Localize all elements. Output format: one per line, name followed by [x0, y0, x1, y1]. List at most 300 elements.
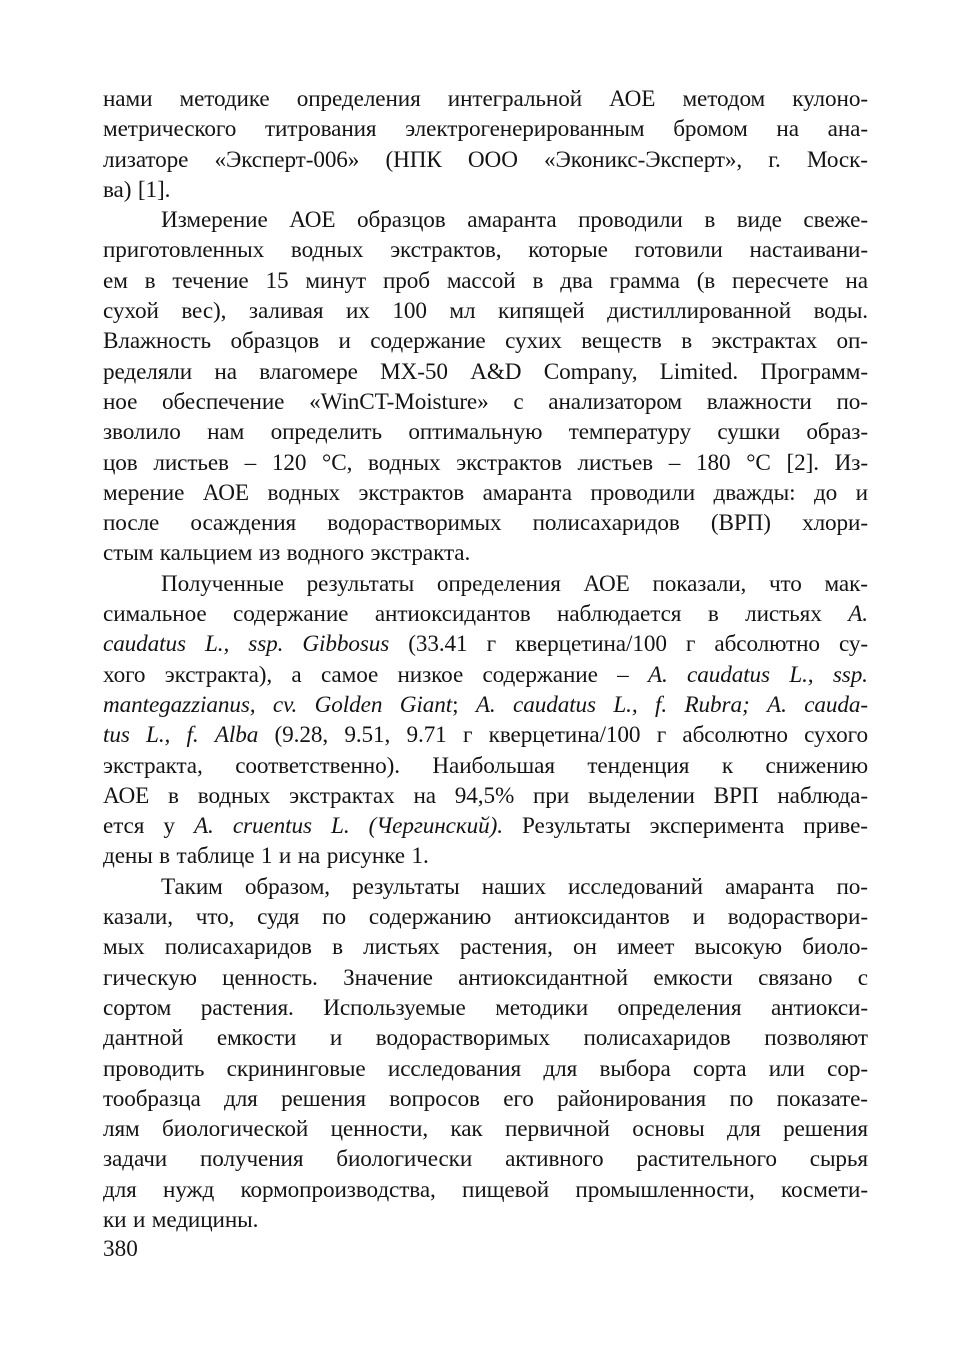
text-line — [103, 1175, 868, 1205]
text-line — [103, 599, 868, 629]
word: проб — [382, 267, 430, 294]
word: АОЕ — [583, 570, 630, 597]
word: для — [543, 1055, 578, 1082]
word: содержание — [482, 661, 598, 688]
word: су- — [838, 631, 868, 658]
word: стым — [103, 540, 154, 567]
word: казали, — [103, 904, 173, 931]
word: водных — [290, 237, 364, 264]
word: приготовленных — [103, 237, 265, 264]
word: сырья — [809, 1146, 868, 1173]
word: биоло- — [802, 934, 868, 961]
word: Company, — [543, 358, 638, 385]
word: мерение — [103, 479, 185, 506]
word: АОЕ — [202, 479, 249, 506]
word: 1 — [260, 843, 273, 870]
word: образцов — [230, 328, 320, 355]
word: 15 — [265, 267, 289, 294]
word: скрининговые — [226, 1055, 366, 1082]
word: экстрактах — [711, 328, 817, 355]
text-line — [103, 1023, 868, 1053]
word: выбора — [599, 1055, 671, 1082]
word: выделении — [588, 782, 695, 809]
word: таблице — [176, 843, 255, 870]
word: АОЕ — [289, 207, 336, 234]
text-line — [103, 205, 868, 235]
text-line — [103, 751, 868, 781]
text-line — [103, 1054, 868, 1084]
word: сорта — [693, 1055, 747, 1082]
word: емкости — [653, 964, 733, 991]
word: по- — [836, 388, 868, 415]
word: Из- — [834, 449, 868, 476]
word: решения — [281, 1085, 366, 1112]
word: дены — [103, 843, 153, 870]
word: цов — [103, 449, 138, 476]
word: массой — [446, 267, 516, 294]
word: 180 — [695, 449, 731, 476]
word: показали, — [652, 570, 747, 597]
word: caudatus — [687, 661, 770, 688]
word: методике — [179, 86, 270, 112]
word: сухих — [505, 328, 562, 355]
word: ное — [103, 388, 138, 415]
word: ssp. — [832, 661, 868, 688]
text-line — [103, 266, 868, 296]
word: космети- — [780, 1176, 868, 1203]
word: в — [332, 934, 343, 961]
word: или — [768, 1055, 805, 1082]
word: готовили — [634, 237, 723, 264]
word: сухой — [103, 298, 159, 325]
word: оптимальную — [408, 419, 543, 446]
word: г — [685, 631, 696, 658]
word: – — [668, 449, 681, 476]
word: основы — [632, 1116, 705, 1143]
word: «WinCT-Moisture» — [309, 388, 489, 415]
word: определения — [436, 570, 561, 597]
word: показате- — [776, 1085, 868, 1112]
word: симальное — [103, 601, 207, 628]
word: в — [168, 782, 179, 809]
word: виде — [736, 207, 782, 234]
word: сортом — [103, 994, 172, 1021]
word: амаранта — [725, 873, 815, 900]
word: Моск- — [806, 146, 868, 173]
word: водорастворимых — [375, 1025, 550, 1052]
text-line — [103, 145, 868, 175]
word: первичной — [504, 1116, 610, 1143]
word: для — [103, 1176, 137, 1203]
word: кальцием — [159, 540, 253, 567]
word: методом — [682, 86, 766, 112]
text-line — [103, 296, 868, 326]
word: cv. — [272, 691, 298, 718]
text-line — [103, 538, 868, 568]
word: экстрактов, — [390, 237, 502, 264]
word: содержанию — [368, 904, 492, 931]
word: экстракта, — [103, 752, 203, 779]
word: соответственно). — [235, 752, 400, 779]
word: в — [681, 328, 693, 355]
word: дантной — [103, 1025, 184, 1052]
word: A&D — [470, 358, 522, 385]
word: биологически — [336, 1146, 473, 1173]
word: хого — [103, 661, 146, 688]
text-line — [103, 811, 868, 841]
word: A. — [848, 601, 868, 628]
word: позволяют — [764, 1025, 868, 1052]
word: L., — [613, 691, 638, 718]
word: наших — [481, 873, 546, 900]
word: что — [768, 570, 802, 597]
word: г. — [768, 146, 781, 173]
word: на — [413, 782, 436, 809]
word: A. — [767, 691, 787, 718]
word: сушки — [717, 419, 781, 446]
word: заливая — [248, 298, 324, 325]
word: на — [297, 843, 321, 870]
word: и — [278, 843, 292, 870]
word: решения — [783, 1116, 868, 1143]
word: растения, — [459, 934, 553, 961]
word: антиоксидантов — [374, 601, 531, 628]
text-line — [103, 448, 868, 478]
word: ООО — [467, 146, 518, 173]
word: дважды: — [713, 479, 796, 506]
word: он — [572, 934, 597, 961]
word: и — [329, 1025, 343, 1052]
word: по — [322, 904, 346, 931]
word: сор- — [827, 1055, 868, 1082]
word: кверцетина/100 — [515, 631, 667, 658]
word: и — [338, 328, 351, 355]
word: кулоно- — [792, 86, 868, 112]
word: [2]. — [786, 449, 819, 476]
word: (33.41 — [408, 631, 468, 658]
word: экстрактах — [289, 782, 395, 809]
word: и — [855, 479, 868, 506]
paragraph — [103, 569, 868, 872]
word: ВРП — [713, 782, 759, 809]
word: нами — [103, 86, 153, 112]
word: наблюдается — [557, 601, 682, 628]
word: °С, — [322, 449, 353, 476]
word: растительного — [636, 1146, 777, 1173]
text-line — [103, 781, 868, 811]
word: метрического — [103, 116, 237, 143]
word: к — [721, 752, 733, 779]
word: MX-50 — [380, 358, 448, 385]
word: проводили — [590, 479, 696, 506]
word: г — [462, 722, 473, 749]
word: (в — [696, 267, 716, 294]
word: caudatus — [103, 631, 186, 658]
word: листьев — [153, 449, 229, 476]
word: у — [163, 813, 175, 840]
word: имеет — [616, 934, 675, 961]
word: медицины. — [151, 1206, 259, 1233]
word: зволило — [103, 419, 181, 446]
text-line — [103, 84, 868, 114]
word: воды. — [813, 298, 868, 325]
word: нам — [207, 419, 245, 446]
word: что, — [195, 904, 235, 931]
text-line — [103, 963, 868, 993]
word: образ- — [806, 419, 868, 446]
word: для — [224, 1085, 258, 1112]
word: дистиллированной — [607, 298, 792, 325]
word: тообразца — [103, 1085, 201, 1112]
word: веществ — [581, 328, 662, 355]
word: водных — [267, 479, 340, 506]
word: листьев — [577, 449, 654, 476]
word: г — [486, 631, 497, 658]
word: мл — [449, 298, 476, 325]
text-line — [103, 114, 868, 144]
word: исследования — [387, 1055, 522, 1082]
word: Результаты — [522, 813, 631, 840]
word: (НПК — [385, 146, 442, 173]
word: содержание — [233, 601, 349, 628]
word: в — [704, 207, 716, 234]
word: (9.28, — [274, 722, 329, 749]
word: по- — [836, 873, 868, 900]
word: биологической — [162, 1116, 309, 1143]
text-line — [103, 902, 868, 932]
word: электрогенерированным — [405, 116, 645, 143]
word: пищевой — [462, 1176, 550, 1203]
word: лям — [103, 1116, 140, 1143]
text-line — [103, 660, 868, 690]
word: наблюда- — [777, 782, 868, 809]
word: сухого — [804, 722, 868, 749]
paragraph — [103, 205, 868, 569]
word: 9.71 — [406, 722, 447, 749]
word: полисахаридов — [532, 510, 680, 537]
word: обеспечение — [162, 388, 285, 415]
word: ценности, — [330, 1116, 429, 1143]
word: антиоксидантов — [514, 904, 670, 931]
word: судя — [257, 904, 300, 931]
word: Наибольшая — [432, 752, 555, 779]
word: 94,5% — [454, 782, 515, 809]
word: f. — [655, 691, 668, 718]
word: кипящей — [497, 298, 585, 325]
word: оп- — [836, 328, 868, 355]
word: 1. — [411, 843, 429, 870]
word: содержание — [370, 328, 486, 355]
word: в — [144, 267, 156, 294]
word: мак- — [824, 570, 868, 597]
word: Программ- — [760, 358, 868, 385]
word: (ВРП) — [710, 510, 771, 537]
word: для — [727, 1116, 761, 1143]
text-line — [103, 417, 868, 447]
text-line — [103, 690, 868, 720]
word: течение — [172, 267, 249, 294]
text-line — [103, 932, 868, 962]
word: Значение — [343, 964, 433, 991]
word: амаранта — [482, 479, 572, 506]
word: антиокси- — [770, 994, 868, 1021]
word: A. — [193, 813, 214, 840]
word: Gibbosus — [302, 631, 390, 658]
word: г — [656, 722, 667, 749]
text-line — [103, 1084, 868, 1114]
word: абсолютно — [714, 631, 820, 658]
paragraph — [103, 84, 868, 205]
text-content — [103, 84, 868, 1235]
word: влагомере — [259, 358, 358, 385]
word: экстракта. — [370, 540, 471, 567]
word: исследований — [567, 873, 703, 900]
word: ана- — [827, 116, 868, 143]
word: методики — [495, 994, 589, 1021]
word: «Эксперт-006» — [214, 146, 360, 173]
word: вес), — [181, 298, 227, 325]
word: Таким — [161, 873, 223, 900]
word: ки — [103, 1206, 127, 1233]
word: Rubra; — [684, 691, 750, 718]
word: результаты — [352, 873, 460, 900]
document-body — [103, 84, 868, 1235]
text-line — [103, 1114, 868, 1144]
word: водных — [368, 449, 441, 476]
word: кормопроизводства, — [240, 1176, 436, 1203]
word: «Эконикс-Эксперт», — [544, 146, 743, 173]
word: L., — [146, 722, 171, 749]
text-line — [103, 326, 868, 356]
word: A. — [647, 661, 668, 688]
word: Golden — [314, 691, 383, 718]
word: его — [503, 1085, 534, 1112]
word: высокую — [694, 934, 783, 961]
text-line — [103, 508, 868, 538]
word: низкое — [397, 661, 464, 688]
word: на — [845, 267, 868, 294]
text-line — [103, 387, 868, 417]
word: экстрактов — [358, 479, 465, 506]
text-line — [103, 175, 868, 205]
word: осаждения — [190, 510, 297, 537]
word: абсолютно — [682, 722, 788, 749]
word: промышленности, — [575, 1176, 755, 1203]
word: результаты — [306, 570, 415, 597]
word: cauda- — [804, 691, 868, 718]
word: с — [513, 388, 524, 415]
word: по — [729, 1085, 754, 1112]
word: L. — [331, 813, 350, 840]
text-line — [103, 235, 868, 265]
word: – — [617, 661, 629, 688]
word: активного — [505, 1146, 604, 1173]
word: растения. — [200, 994, 294, 1021]
word: и — [692, 904, 705, 931]
word: эксперимента — [649, 813, 785, 840]
word: Alba — [214, 722, 259, 749]
word: свеже- — [803, 207, 868, 234]
word: определить — [270, 419, 382, 446]
word: определения — [296, 86, 421, 112]
word: ssp. — [248, 631, 284, 658]
text-line — [103, 357, 868, 387]
word: cruentus — [232, 813, 312, 840]
word: водных — [197, 782, 271, 809]
word: в — [532, 267, 544, 294]
word: на — [776, 116, 799, 143]
word: как — [450, 1116, 483, 1143]
word: водорастворимых — [327, 510, 502, 537]
word: °С — [746, 449, 771, 476]
text-line — [103, 1144, 868, 1174]
text-line — [103, 478, 868, 508]
word: образом, — [244, 873, 330, 900]
word: антиоксидантной — [458, 964, 628, 991]
word: в — [159, 843, 171, 870]
word: а — [291, 661, 302, 688]
word: лизаторе — [103, 146, 189, 173]
word: водораствори- — [727, 904, 868, 931]
word: два — [560, 267, 593, 294]
word: – — [244, 449, 257, 476]
word: полисахаридов — [583, 1025, 731, 1052]
word: до — [813, 479, 838, 506]
word: амаранта — [467, 207, 557, 234]
word: L., — [789, 661, 814, 688]
word: после — [103, 510, 160, 537]
word: их — [345, 298, 370, 325]
word: хлори- — [802, 510, 868, 537]
text-line — [103, 841, 868, 871]
word: A. — [475, 691, 496, 718]
word: Limited. — [659, 358, 739, 385]
word: 120 — [271, 449, 307, 476]
word: проводить — [103, 1055, 205, 1082]
text-line — [103, 720, 868, 750]
word: полисахаридов — [164, 934, 312, 961]
word: температуру — [568, 419, 691, 446]
word: водного — [286, 540, 364, 567]
word: пересчете — [732, 267, 829, 294]
text-line — [103, 1205, 868, 1235]
word: ценность. — [222, 964, 318, 991]
word: влажности — [706, 388, 812, 415]
word: в — [707, 601, 719, 628]
word: образцов — [357, 207, 446, 234]
text-line — [103, 629, 868, 659]
word: на — [214, 358, 237, 385]
word: Giant; — [399, 691, 459, 718]
word: гическую — [103, 964, 197, 991]
word: самое — [320, 661, 379, 688]
word: которые — [528, 237, 608, 264]
word: ется — [103, 813, 145, 840]
word: при — [533, 782, 570, 809]
word: анализатором — [548, 388, 682, 415]
word: емкости — [216, 1025, 297, 1052]
text-line — [103, 872, 868, 902]
word: кверцетина/100 — [488, 722, 641, 749]
word: листьях — [745, 601, 822, 628]
word: минут — [305, 267, 367, 294]
word: бромом — [673, 116, 748, 143]
word: интегральной — [447, 86, 582, 112]
word: получения — [199, 1146, 304, 1173]
word: Полученные — [161, 570, 284, 597]
word: мых — [103, 934, 145, 961]
word: 9.51, — [344, 722, 391, 749]
